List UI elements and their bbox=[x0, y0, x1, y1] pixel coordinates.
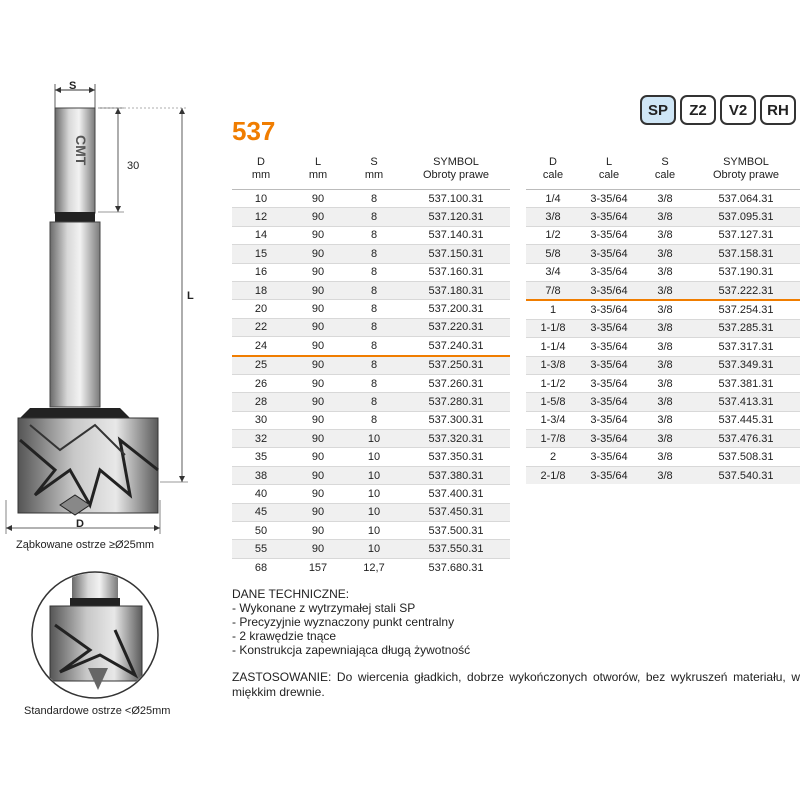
table-cell: 90 bbox=[290, 300, 346, 318]
table-cell: 90 bbox=[290, 485, 346, 503]
column-header bbox=[232, 149, 290, 190]
table-cell: 90 bbox=[290, 208, 346, 226]
table-cell: 18 bbox=[232, 281, 290, 299]
table-cell: 90 bbox=[290, 318, 346, 336]
table-cell: 3/8 bbox=[526, 208, 580, 226]
table-cell: 24 bbox=[232, 337, 290, 356]
caption-serrated: Ząbkowane ostrze ≥Ø25mm bbox=[16, 539, 155, 551]
table-row bbox=[526, 356, 800, 374]
table-cell: 3/8 bbox=[638, 430, 692, 448]
table-row bbox=[526, 338, 800, 356]
table-row bbox=[232, 522, 510, 540]
table-cell: 10 bbox=[346, 485, 402, 503]
table-cell: 32 bbox=[232, 430, 290, 448]
table-cell: 1-1/4 bbox=[526, 338, 580, 356]
table-cell: 1-1/8 bbox=[526, 319, 580, 337]
table-cell: 90 bbox=[290, 190, 346, 208]
table-cell: 90 bbox=[290, 411, 346, 429]
column-header-title: D bbox=[257, 156, 265, 168]
table-cell: 90 bbox=[290, 374, 346, 392]
table-cell: 537.190.31 bbox=[692, 263, 800, 281]
table-cell: 90 bbox=[290, 281, 346, 299]
table-cell: 68 bbox=[254, 561, 268, 574]
table-row bbox=[232, 208, 510, 226]
table-cell: 10 bbox=[346, 430, 402, 448]
column-header-unit: mm bbox=[251, 169, 271, 181]
table-cell: 3/8 bbox=[638, 466, 692, 484]
table-cell: 537.550.31 bbox=[402, 540, 510, 558]
table-cell: 3-35/64 bbox=[580, 466, 638, 484]
column-header-title: L bbox=[605, 156, 613, 168]
column-header-unit: Obroty prawe bbox=[712, 169, 780, 181]
table-cell: 537.500.31 bbox=[402, 522, 510, 540]
table-cell: 8 bbox=[346, 393, 402, 411]
table-cell: 3-35/64 bbox=[580, 208, 638, 226]
column-header-unit: Obroty prawe bbox=[422, 169, 490, 181]
table-cell: 537.317.31 bbox=[692, 338, 800, 356]
table-cell: 16 bbox=[232, 263, 290, 281]
table-cell: 537.127.31 bbox=[692, 226, 800, 244]
table-row bbox=[526, 190, 800, 208]
caption-standard: Standardowe ostrze <Ø25mm bbox=[24, 705, 171, 717]
column-header-unit: cale bbox=[654, 169, 676, 181]
table-cell: 537.540.31 bbox=[692, 466, 800, 484]
table-row bbox=[526, 393, 800, 411]
table-row bbox=[526, 374, 800, 392]
technical-item: - Wykonane z wytrzymałej stali SP bbox=[232, 601, 416, 615]
drill-bit-drawing bbox=[0, 70, 225, 730]
table-cell: 90 bbox=[290, 540, 346, 558]
table-row bbox=[232, 245, 510, 263]
table-cell: 10 bbox=[232, 190, 290, 208]
table-cell: 1-7/8 bbox=[526, 430, 580, 448]
column-header-title: S bbox=[370, 156, 378, 168]
table-cell: 1/2 bbox=[526, 226, 580, 244]
table-row bbox=[232, 190, 510, 208]
table-cell: 8 bbox=[346, 190, 402, 208]
table-cell: 3-35/64 bbox=[580, 281, 638, 300]
table-row bbox=[232, 393, 510, 411]
dim-l-label: L bbox=[187, 290, 194, 302]
table-cell: 90 bbox=[290, 245, 346, 263]
table-row bbox=[526, 300, 800, 319]
table-cell: 537.150.31 bbox=[402, 245, 510, 263]
table-cell: 537.280.31 bbox=[402, 393, 510, 411]
table-cell: 3/8 bbox=[638, 338, 692, 356]
table-cell: 1-3/8 bbox=[526, 356, 580, 374]
table-cell: 8 bbox=[346, 263, 402, 281]
table-cell: 12,7 bbox=[363, 561, 385, 574]
table-cell: 537.250.31 bbox=[402, 356, 510, 375]
table-cell: 90 bbox=[290, 430, 346, 448]
table-cell: 90 bbox=[290, 337, 346, 356]
table-cell: 2 bbox=[526, 448, 580, 466]
column-header bbox=[402, 149, 510, 190]
table-cell: 537.381.31 bbox=[692, 374, 800, 392]
table-cell: 8 bbox=[346, 356, 402, 375]
table-cell: 537.180.31 bbox=[402, 281, 510, 299]
column-header-unit: cale bbox=[598, 169, 620, 181]
table-cell: 3-35/64 bbox=[580, 338, 638, 356]
table-cell: 537.413.31 bbox=[692, 393, 800, 411]
table-cell: 90 bbox=[290, 393, 346, 411]
table-cell: 5/8 bbox=[526, 245, 580, 263]
table-cell: 10 bbox=[346, 448, 402, 466]
table-row bbox=[232, 503, 510, 521]
table-cell: 10 bbox=[346, 503, 402, 521]
table-cell: 30 bbox=[232, 411, 290, 429]
table-cell: 40 bbox=[232, 485, 290, 503]
table-cell: 3-35/64 bbox=[580, 300, 638, 319]
table-cell: 8 bbox=[346, 245, 402, 263]
technical-item: - Precyzyjnie wyznaczony punkt centralny bbox=[232, 615, 455, 629]
table-row bbox=[232, 263, 510, 281]
table-cell: 3/8 bbox=[638, 356, 692, 374]
table-cell: 90 bbox=[290, 522, 346, 540]
table-row bbox=[232, 300, 510, 318]
table-cell: 25 bbox=[232, 356, 290, 375]
column-header-unit: mm bbox=[364, 169, 384, 181]
table-cell: 8 bbox=[346, 411, 402, 429]
table-cell: 3/8 bbox=[638, 226, 692, 244]
column-header-title: S bbox=[661, 156, 669, 168]
table-cell: 537.285.31 bbox=[692, 319, 800, 337]
table-cell: 3/8 bbox=[638, 319, 692, 337]
table-cell: 3/4 bbox=[526, 263, 580, 281]
table-cell: 35 bbox=[232, 448, 290, 466]
table-metric bbox=[232, 149, 510, 576]
table-cell: 537.254.31 bbox=[692, 300, 800, 319]
table-cell: 537.450.31 bbox=[402, 503, 510, 521]
table-cell: 3/8 bbox=[638, 374, 692, 392]
table-cell: 8 bbox=[346, 226, 402, 244]
table-cell: 537.680.31 bbox=[428, 561, 484, 574]
table-cell: 50 bbox=[232, 522, 290, 540]
table-row bbox=[232, 281, 510, 299]
table-row bbox=[526, 263, 800, 281]
table-cell: 22 bbox=[232, 318, 290, 336]
column-header-title: L bbox=[314, 156, 322, 168]
table-cell: 8 bbox=[346, 300, 402, 318]
table-row bbox=[232, 558, 510, 576]
technical-data bbox=[232, 587, 470, 657]
column-header-title: D bbox=[549, 156, 557, 168]
column-header-title: SYMBOL bbox=[433, 156, 479, 168]
dim-30-label: 30 bbox=[127, 160, 140, 172]
dim-d-label: D bbox=[76, 518, 84, 530]
column-header bbox=[290, 149, 346, 190]
table-row bbox=[232, 540, 510, 558]
badge-group bbox=[640, 95, 796, 125]
badge-rh: RH bbox=[760, 95, 796, 125]
table-cell: 3/8 bbox=[638, 300, 692, 319]
table-cell: 1-5/8 bbox=[526, 393, 580, 411]
table-row bbox=[232, 374, 510, 392]
table-cell: 1-3/4 bbox=[526, 411, 580, 429]
table-row bbox=[526, 319, 800, 337]
table-cell: 1-1/2 bbox=[526, 374, 580, 392]
table-cell: 8 bbox=[346, 318, 402, 336]
column-header-unit: cale bbox=[542, 169, 564, 181]
application-text: ZASTOSOWANIE: Do wiercenia gładkich, dobrze wykończonych otworów, bez wykruszeń materiału, w miękkim drewnie. bbox=[232, 670, 800, 699]
table-cell: 2-1/8 bbox=[526, 466, 580, 484]
product-code: 537 bbox=[232, 116, 276, 146]
table-cell: 10 bbox=[346, 522, 402, 540]
table-cell: 3-35/64 bbox=[580, 393, 638, 411]
table-cell: 3/8 bbox=[638, 208, 692, 226]
table-cell: 3/8 bbox=[638, 281, 692, 300]
table-cell: 8 bbox=[346, 281, 402, 299]
table-row bbox=[526, 448, 800, 466]
table-cell: 10 bbox=[346, 540, 402, 558]
table-cell: 14 bbox=[232, 226, 290, 244]
table-cell: 537.222.31 bbox=[692, 281, 800, 300]
table-cell: 90 bbox=[290, 263, 346, 281]
table-cell: 537.508.31 bbox=[692, 448, 800, 466]
table-cell: 90 bbox=[290, 466, 346, 484]
table-row bbox=[526, 466, 800, 484]
table-row bbox=[232, 356, 510, 375]
table-row bbox=[526, 411, 800, 429]
table-cell: 537.476.31 bbox=[692, 430, 800, 448]
table-cell: 537.350.31 bbox=[402, 448, 510, 466]
table-cell: 3-35/64 bbox=[580, 319, 638, 337]
table-cell: 3/8 bbox=[638, 245, 692, 263]
table-header bbox=[232, 149, 510, 190]
table-cell: 55 bbox=[232, 540, 290, 558]
table-row bbox=[232, 337, 510, 356]
brand-logo: CMT bbox=[73, 135, 89, 166]
table-cell: 1/4 bbox=[526, 190, 580, 208]
table-row bbox=[526, 245, 800, 263]
table-cell: 90 bbox=[290, 448, 346, 466]
table-cell: 3-35/64 bbox=[580, 190, 638, 208]
badge-v2: V2 bbox=[720, 95, 756, 125]
table-cell: 3-35/64 bbox=[580, 430, 638, 448]
table-imperial bbox=[526, 149, 800, 484]
table-cell: 90 bbox=[290, 503, 346, 521]
table-cell: 537.349.31 bbox=[692, 356, 800, 374]
table-cell: 537.260.31 bbox=[402, 374, 510, 392]
table-row bbox=[232, 448, 510, 466]
table-cell: 3-35/64 bbox=[580, 374, 638, 392]
technical-item: - Konstrukcja zapewniająca długą żywotność bbox=[232, 643, 471, 657]
table-cell: 26 bbox=[232, 374, 290, 392]
table-cell: 90 bbox=[290, 226, 346, 244]
table-cell: 537.445.31 bbox=[692, 411, 800, 429]
table-cell: 1 bbox=[526, 300, 580, 319]
column-header bbox=[580, 149, 638, 190]
table-row bbox=[232, 318, 510, 336]
table-cell: 3-35/64 bbox=[580, 448, 638, 466]
table-cell: 90 bbox=[290, 356, 346, 375]
table-cell: 15 bbox=[232, 245, 290, 263]
table-row bbox=[232, 466, 510, 484]
badge-z2: Z2 bbox=[680, 95, 716, 125]
table-cell: 537.064.31 bbox=[692, 190, 800, 208]
table-cell: 7/8 bbox=[526, 281, 580, 300]
technical-data-title: DANE TECHNICZNE: bbox=[232, 587, 350, 601]
table-row bbox=[526, 208, 800, 226]
column-header bbox=[346, 149, 402, 190]
table-row bbox=[526, 281, 800, 300]
table-cell: 3-35/64 bbox=[580, 245, 638, 263]
table-cell: 3/8 bbox=[638, 393, 692, 411]
badge-sp: SP bbox=[640, 95, 676, 125]
table-cell: 3/8 bbox=[638, 190, 692, 208]
table-cell: 20 bbox=[232, 300, 290, 318]
dim-s-label: S bbox=[69, 80, 77, 92]
table-cell: 537.300.31 bbox=[402, 411, 510, 429]
table-cell: 537.160.31 bbox=[402, 263, 510, 281]
table-cell: 537.158.31 bbox=[692, 245, 800, 263]
table-cell: 28 bbox=[232, 393, 290, 411]
table-cell: 3-35/64 bbox=[580, 356, 638, 374]
table-row bbox=[232, 226, 510, 244]
table-cell: 45 bbox=[232, 503, 290, 521]
table-row bbox=[526, 226, 800, 244]
column-header bbox=[526, 149, 580, 190]
table-row bbox=[526, 430, 800, 448]
table-cell: 537.100.31 bbox=[402, 190, 510, 208]
table-cell: 537.320.31 bbox=[402, 430, 510, 448]
table-cell: 537.120.31 bbox=[402, 208, 510, 226]
table-cell: 3-35/64 bbox=[580, 263, 638, 281]
table-row bbox=[232, 411, 510, 429]
column-header bbox=[692, 149, 800, 190]
table-cell: 3/8 bbox=[638, 411, 692, 429]
column-header-unit: mm bbox=[308, 169, 328, 181]
table-cell: 8 bbox=[346, 337, 402, 356]
table-cell: 157 bbox=[308, 561, 328, 574]
table-cell: 537.095.31 bbox=[692, 208, 800, 226]
table-cell: 38 bbox=[232, 466, 290, 484]
table-cell: 537.220.31 bbox=[402, 318, 510, 336]
table-cell: 12 bbox=[232, 208, 290, 226]
table-cell: 8 bbox=[346, 374, 402, 392]
table-row bbox=[232, 430, 510, 448]
table-cell: 10 bbox=[346, 466, 402, 484]
table-header bbox=[526, 149, 800, 190]
technical-item: - 2 krawędzie tnące bbox=[232, 629, 337, 643]
table-cell: 537.200.31 bbox=[402, 300, 510, 318]
table-cell: 537.400.31 bbox=[402, 485, 510, 503]
table-cell: 3-35/64 bbox=[580, 226, 638, 244]
table-cell: 537.140.31 bbox=[402, 226, 510, 244]
column-header bbox=[638, 149, 692, 190]
column-header-title: SYMBOL bbox=[723, 156, 769, 168]
table-row bbox=[232, 485, 510, 503]
table-cell: 537.240.31 bbox=[402, 337, 510, 356]
table-cell: 3/8 bbox=[638, 448, 692, 466]
table-cell: 537.380.31 bbox=[402, 466, 510, 484]
table-cell: 8 bbox=[346, 208, 402, 226]
table-cell: 3-35/64 bbox=[580, 411, 638, 429]
table-cell: 3/8 bbox=[638, 263, 692, 281]
